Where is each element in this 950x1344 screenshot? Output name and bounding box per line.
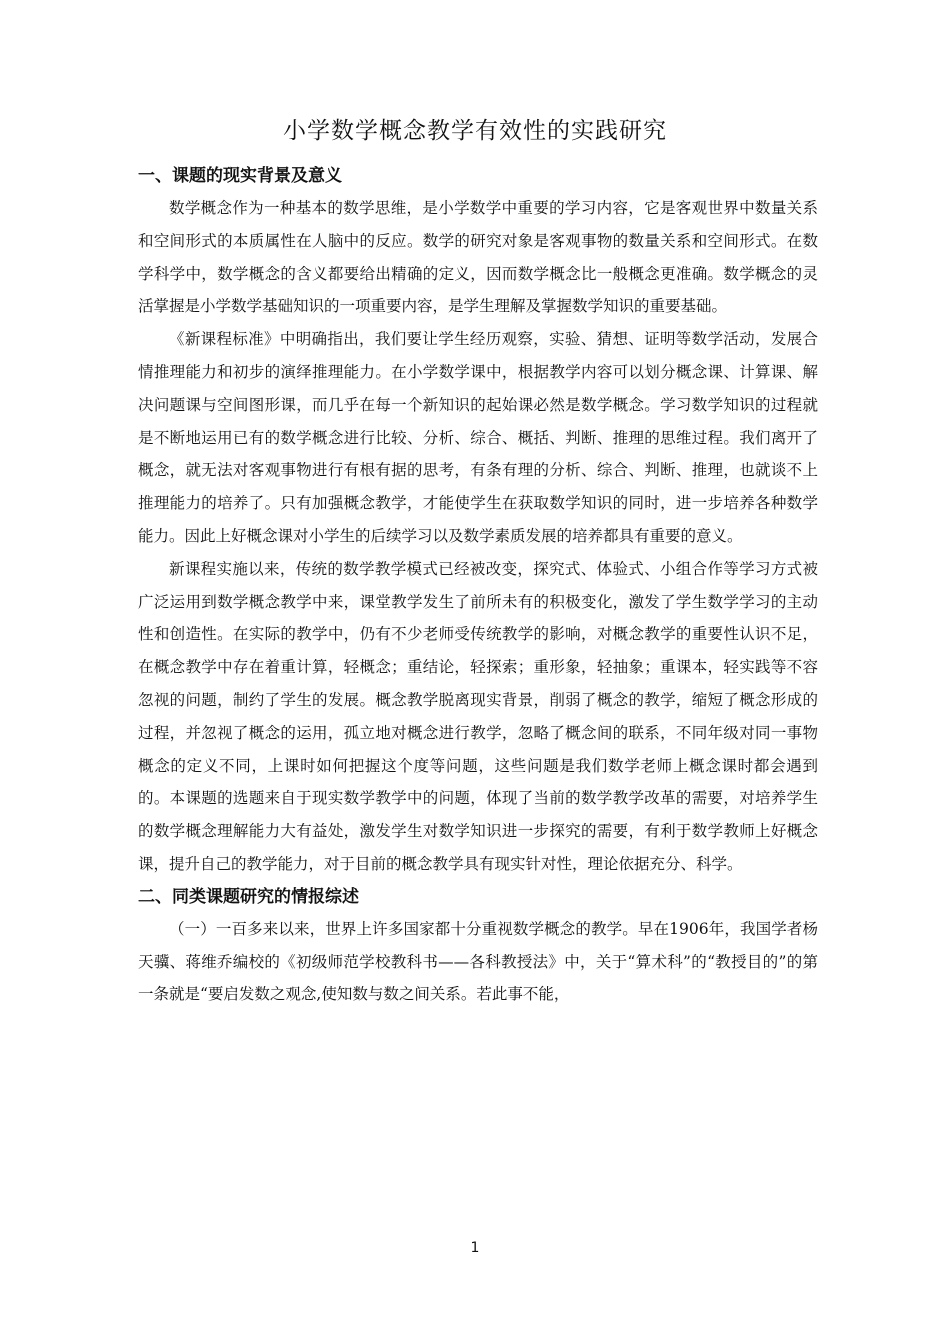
paragraph: （一）一百多来以来，世界上许多国家都十分重视数学概念的教学。早在1906年，我国学者杨天骥、蒋维乔编校的《初级师范学校教科书——各科教授法》中，关于“算术科”的“教授目的”的第一条就是“要启发数之观念,使知数与数之间关系。若此事不能， — [138, 919, 818, 1004]
paragraph: 《新课程标准》中明确指出，我们要让学生经历观察，实验、猜想、证明等数学活动，发展合情推理能力和初步的演绎推理能力。在小学数学课中，根据教学内容可以划分概念课、计算课、解决问题课与空间图形课，而几乎在每一个新知识的起始课必然是数学概念。学习数学知识的过程就是不断地运用已有的数学概念进行比较、分析、综合、概括、判断、推理的思维过程。我们离开了概念，就无法对客观事物进行有根有据的思考，有条有理的分析、综合、判断、推理，也就谈不上推理能力的培养了。只有加强概念教学，才能使学生在获取数学知识的同时，进一步培养各种数学能力。因此上好概念课对小学生的后续学习以及数学素质发展的培养都具有重要的意义。 — [138, 330, 818, 545]
paragraph: 数学概念作为一种基本的数学思维，是小学数学中重要的学习内容，它是客观世界中数量关系和空间形式的本质属性在人脑中的反应。数学的研究对象是客观事物的数量关系和空间形式。在数学科学中，数学概念的含义都要给出精确的定义，因而数学概念比一般概念更准确。数学概念的灵活掌握是小学数学基础知识的一项重要内容，是学生理解及掌握数学知识的重要基础。 — [138, 199, 818, 316]
section-heading-2: 二、同类课题研究的情报综述 — [138, 886, 359, 907]
section-heading-1: 一、课题的现实背景及意义 — [138, 166, 342, 186]
paragraph: 新课程实施以来，传统的数学教学模式已经被改变，探究式、体验式、小组合作等学习方式被广泛运用到数学概念教学中来，课堂教学发生了前所未有的积极变化，激发了学生数学学习的主动性和创造性。在实际的教学中，仍有不少老师受传统教学的影响，对概念教学的重要性认识不足，在概念教学中存在着重计算，轻概念；重结论，轻探索；重形象，轻抽象；重课本，轻实践等不容忽视的问题，制约了学生的发展。概念教学脱离现实背景，削弱了概念的教学，缩短了概念形成的过程，并忽视了概念的运用，孤立地对概念进行教学，忽略了概念间的联系，不同年级对同一事物概念的定义不同，上课时如何把握这个度等问题，这些问题是我们数学老师上概念课时都会遇到的。本课题的选题来自于现实数学教学中的问题，体现了当前的数学教学改革的需要，对培养学生的数学概念理解能力大有益处，激发学生对数学知识进一步探究的需要，有利于数学教师上好概念课，提升自己的教学能力，对于目前的概念教学具有现实针对性，理论依据充分、科学。 — [138, 559, 818, 873]
document-title: 小学数学概念教学有效性的实践研究 — [283, 118, 667, 144]
document-body — [138, 160, 818, 1011]
page-number: 1 — [470, 1240, 480, 1256]
